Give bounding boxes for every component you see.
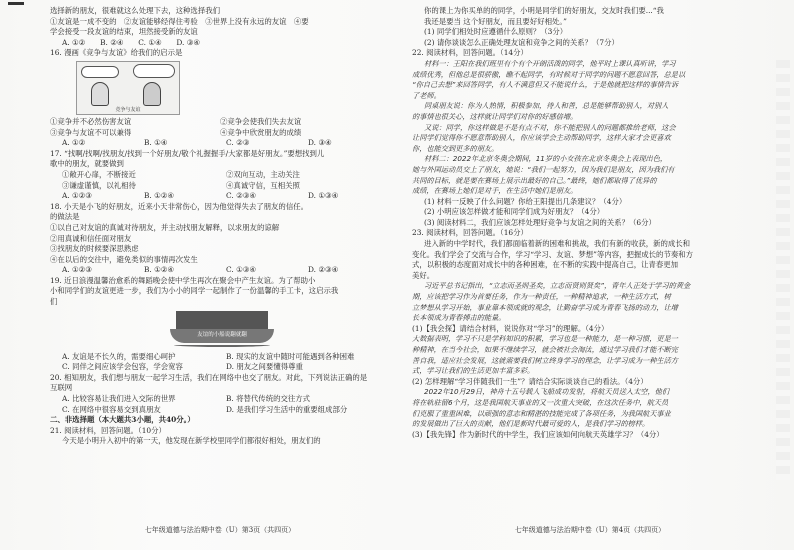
text-line: 成绩优秀，但他总是很骄傲，瞧不起同学，有时候对于同学的问题不愿意回答，总是以 (412, 69, 686, 79)
sub-question: (1)【我会探】请结合材料，说说你对“学习”的理解。（4分） (412, 323, 609, 333)
text-line: 歌中的朋友，就要做到 (50, 159, 124, 169)
sub-question: (2) 怎样理解“学习伴随我们一生”？请结合实际谈谈自己的看法。（4分） (412, 376, 648, 386)
choice: D. ③④ (308, 138, 332, 148)
text-line: 了老师。 (412, 90, 441, 100)
cartoon-competition-friendship (76, 61, 180, 115)
text-line: 我还是要当 这个好朋友，而且要好好相处。” (424, 16, 567, 26)
question-22-stem: 22. 阅读材料，回答问题。（14分） (412, 48, 528, 58)
q16-option: ④竞争中欣赏朋友的成绩 (220, 127, 302, 137)
text-line: 们克服了重重困难，以顽强的意志和精湛的技能完成了各项任务，为我国航天事业 (412, 408, 671, 418)
choice: B. ①②④ (144, 265, 175, 275)
choice: D. ②③④ (308, 265, 339, 275)
q18-option: ④在以后的交往中，避免类似的事情再次发生 (50, 254, 198, 264)
scan-corner-mark (8, 2, 24, 5)
illustration-background (176, 311, 268, 331)
q17-choices (50, 191, 390, 202)
choice: C. ②③④ (226, 191, 256, 201)
text-line: 式，以积极的态度面对成长中的各种困难，在不断的实践中提高自己，让青春更加 (412, 260, 679, 270)
text-line: 你，也能交到更多的朋友。 (412, 143, 499, 153)
boat-caption: 友谊的小船说翻就翻 (197, 331, 247, 338)
text-line: 又说：同学，你这样做是不是有点不对，你不能把别人的问题都推给老师，这会 (424, 122, 676, 132)
text-line: 种精神，在当今社会，如果不继续学习，就会被社会淘汰，通过学习我们才能不断完 (412, 345, 678, 354)
q18-option: ②用真诚和信任面对朋友 (50, 233, 132, 243)
q17-option: ③谦虚谨慎，以礼相待 (62, 180, 136, 190)
q17-options-row2 (50, 181, 390, 192)
choice: A. ①②③ (62, 191, 92, 201)
q20-option: D. 是我们学习生活中的重要组成部分 (226, 404, 348, 414)
text-line: 长本领成为青春搏击的能量。 (412, 313, 506, 323)
text-line: 大数据表明，学习不只是学科知识的积累，学习也是一种能力，是一种习惯，更是一 (412, 334, 678, 344)
choices-q15: A. ①② B. ②④ C. ①④ D. ③④ (62, 37, 200, 47)
cartoon-caption: 竞争与友谊 (115, 106, 141, 113)
text-line: 成绩，在赛场上她们是对手，在生活中她们是朋友。 (412, 186, 578, 196)
text-line: 期，应该把学习作为首要任务，作为一种责任，一种精神追求，一种生活方式，树 (412, 292, 671, 302)
text-line: 小和同学们的友谊更进一步，我们为小小的同学一起制作了一份温馨的手工卡，这启示我 (50, 286, 339, 296)
choice: B. ①④ (144, 138, 168, 148)
text-line: 善自我，适应社会发展，这就需要我们树立终身学习的理念，让学习成为一种生活方 (412, 355, 678, 365)
text-line: 共同的目标，就是要在赛场上展示出最好的自己。”最终，她们都取得了优异的 (412, 175, 657, 185)
q19-options-row1 (50, 352, 390, 363)
text-line: 的做法是 (50, 212, 80, 222)
choice: C. ②③ (226, 138, 250, 148)
text-line: 你的课上为你买单的的同学，小明是同学们的好朋友，交友时我们要...“我 (424, 6, 664, 15)
text-line: 变化。我们学会了交流与合作，学习“学习、友谊、梦想”等内容，把握成长的节奏和方 (412, 249, 694, 259)
speech-bubble-right (133, 64, 175, 78)
page-footer: 七年级道德与法治期中卷（U）第3页（共四页） (144, 526, 296, 535)
text-line: 进入新的中学时代，我们都面临着新的困难和挑战，我们有新的收获，新的成长和 (424, 239, 691, 249)
sub-question: (2) 请你谈谈怎么正确处理友谊和竞争之间的关系？（7分） (424, 37, 619, 47)
text-line: 互联网 (50, 383, 73, 393)
text-line: 的事情也很关心，这样就让同学们对你的好感倍增。 (412, 111, 578, 121)
choice: A. ①② (62, 138, 86, 148)
q17-option: ①敞开心扉，不断接近 (62, 169, 136, 179)
question-16-stem: 16. 漫画《竞争与友谊》给我们的启示是 (50, 48, 183, 58)
text-line: “你自己去想”来回答同学，有人不满意但又不能说什么，于是他就把这样的事情告诉 (412, 80, 679, 90)
q18-option: ①以自己对友谊的真诚对待朋友，并主动找朋友解释，以求朋友的谅解 (50, 222, 280, 232)
q19-option: B. 现实的友谊中随时可能遇到各种困难 (226, 351, 355, 361)
question-19-stem: 19. 近日浪漫温馨治愈系的舞蹈晚会使中学生再次在聚会中产生友谊。为了帮助小 (50, 275, 316, 285)
text-line: 她与外国运动员交上了朋友，她说：“我们一起努力，因为我们是朋友，因为我们有 (412, 164, 675, 174)
q16-option: ②竞争会使我们失去友谊 (220, 116, 302, 126)
choice: A. ①②③ (62, 265, 92, 275)
q19-option: A. 友谊是不长久的，需要细心呵护 (62, 351, 176, 361)
choice: C. ①③④ (226, 265, 256, 275)
text-line: 2022年10月29日，神舟十五号载人飞船成功发射，将航天员送入太空，他们 (424, 387, 670, 397)
text-line: 将在轨驻留6个月，这是我国航天事业的又一次重大突破，在这次任务中，航天员 (412, 397, 669, 407)
text-line: 习近平总书记指出，“立志而圣则圣矣，立志而贤则贤矣”，青年人正处于学习的黄金 (424, 281, 691, 291)
text-line: 美好。 (412, 270, 435, 280)
sub-question: (1) 材料一反映了什么问题？你给王阳提出几条建议？（4分） (424, 196, 627, 206)
q16-options-row1 (50, 117, 390, 128)
q16-option: ①竞争并不必然伤害友谊 (50, 116, 132, 126)
text-line: 学会接受一段友谊的结束，坦然接受新的友谊 (50, 27, 198, 37)
choice: B. ①②④ (144, 191, 175, 201)
page-4 (412, 6, 768, 536)
text-line: 立梦想从学习开始，事业靠本领成就的观念，让勤奋学习成为青春飞扬的动力，让增 (412, 302, 678, 312)
text-line: 让同学们觉得你不愿意帮助别人，你应该学会主动帮助同学，这样大家才会更喜欢 (412, 133, 671, 143)
question-21-stem: 21. 阅读材料，回答问题。（10分） (50, 425, 166, 435)
question-18-stem: 18. 小天是小飞的好朋友，近来小天非常伤心，因为他觉得失去了朋友的信任。 (50, 201, 308, 211)
text-line: 今天是小明升入初中的第一天，他发现在新学校里同学们都很好相处，朋友们的 (62, 436, 321, 446)
question-20-stem: 20. 相知朋友，我们想与朋友一起学习生活，我们在网络中也交了朋友。对此，下列说法正确的是 (50, 372, 368, 382)
q19-option: C. 同伴之间应该学会包容，学会宽容 (62, 362, 183, 372)
text-line: 选择新的朋友，很难就这么处理下去，这种选择我们 (50, 6, 220, 15)
sub-question: (3) 阅读材料二，我们应该怎样处理好竞争与友谊之间的关系？（6分） (424, 217, 656, 227)
page-3 (50, 6, 390, 536)
q16-options-row2 (50, 128, 390, 139)
text-line: ①友谊是一成不变的 ②友谊能够经得住考验 ③世界上没有永远的友谊 ④要 (50, 16, 309, 26)
q17-option: ④真诚守信，互相关照 (226, 180, 300, 190)
speech-bubble-left (81, 66, 119, 78)
q20-options-row1 (50, 394, 390, 405)
choice: D. ①③④ (308, 191, 339, 201)
q20-option: B. 将替代传统的交往方式 (226, 394, 311, 404)
q18-choices (50, 265, 390, 276)
q20-options-row2 (50, 405, 390, 416)
text-line: 的发展做出了巨大的贡献，他们是新时代最可爱的人，是我们学习的榜样。 (412, 419, 650, 429)
q19-options-row2 (50, 362, 390, 373)
question-17-stem: 17. “找啊/找啊/找朋友/找到一个好朋友/敬个礼握握手/大家都是好朋友。”要想找到儿 (50, 148, 325, 158)
section-heading: 二、非选择题（本大题共3小题，共40分。） (50, 415, 195, 425)
text-line: 材料一：王阳在我们班里有个有个开朗活泼的同学，他平时上课认真听讲，学习 (424, 58, 676, 68)
text-line: 们 (50, 297, 58, 307)
q18-option: ③找朋友的时候要深思熟虑 (50, 244, 139, 254)
q20-option: A. 比较容易让我们进入交际的世界 (62, 394, 176, 404)
cartoon-figure-right (143, 82, 161, 106)
text-line: 材料二：2022年北京冬奥会期间，11岁的小女孩在北京冬奥会上表现出色， (424, 154, 668, 164)
q19-option: D. 朋友之间要懂得尊重 (226, 362, 303, 372)
q17-options-row1 (50, 170, 390, 181)
q20-option: C. 在网络中很容易交到真朋友 (62, 404, 161, 414)
q16-choices (50, 138, 390, 149)
cartoon-figure-left (91, 82, 109, 106)
q16-option: ③竞争与友谊不可以兼得 (50, 127, 132, 137)
sub-question: (3)【我先锋】作为新时代的中学生，我们应该如何向航天英雄学习？（4分） (412, 429, 664, 439)
q17-option: ②双向互动，主动关注 (226, 169, 300, 179)
sub-question: (2) 小明应该怎样做才能和同学们成为好朋友？（4分） (424, 207, 605, 217)
page-footer: 七年级道德与法治期中卷（U）第4页（共四页） (514, 526, 666, 535)
wave-line (174, 343, 270, 347)
text-line: 式，学习让我们的生活更加丰富多彩。 (412, 366, 535, 376)
sub-question: (1) 同学们相处时应遵循什么原则？（3分） (424, 27, 568, 37)
bleed-through-strip (776, 60, 790, 480)
text-line: 同桌朋友说：你为人热情，积极参加，待人和善，总是能够帮助别人，对别人 (424, 101, 669, 111)
friendship-boat-illustration (170, 311, 274, 349)
question-23-stem: 23. 阅读材料，回答问题。（16分） (412, 228, 528, 238)
